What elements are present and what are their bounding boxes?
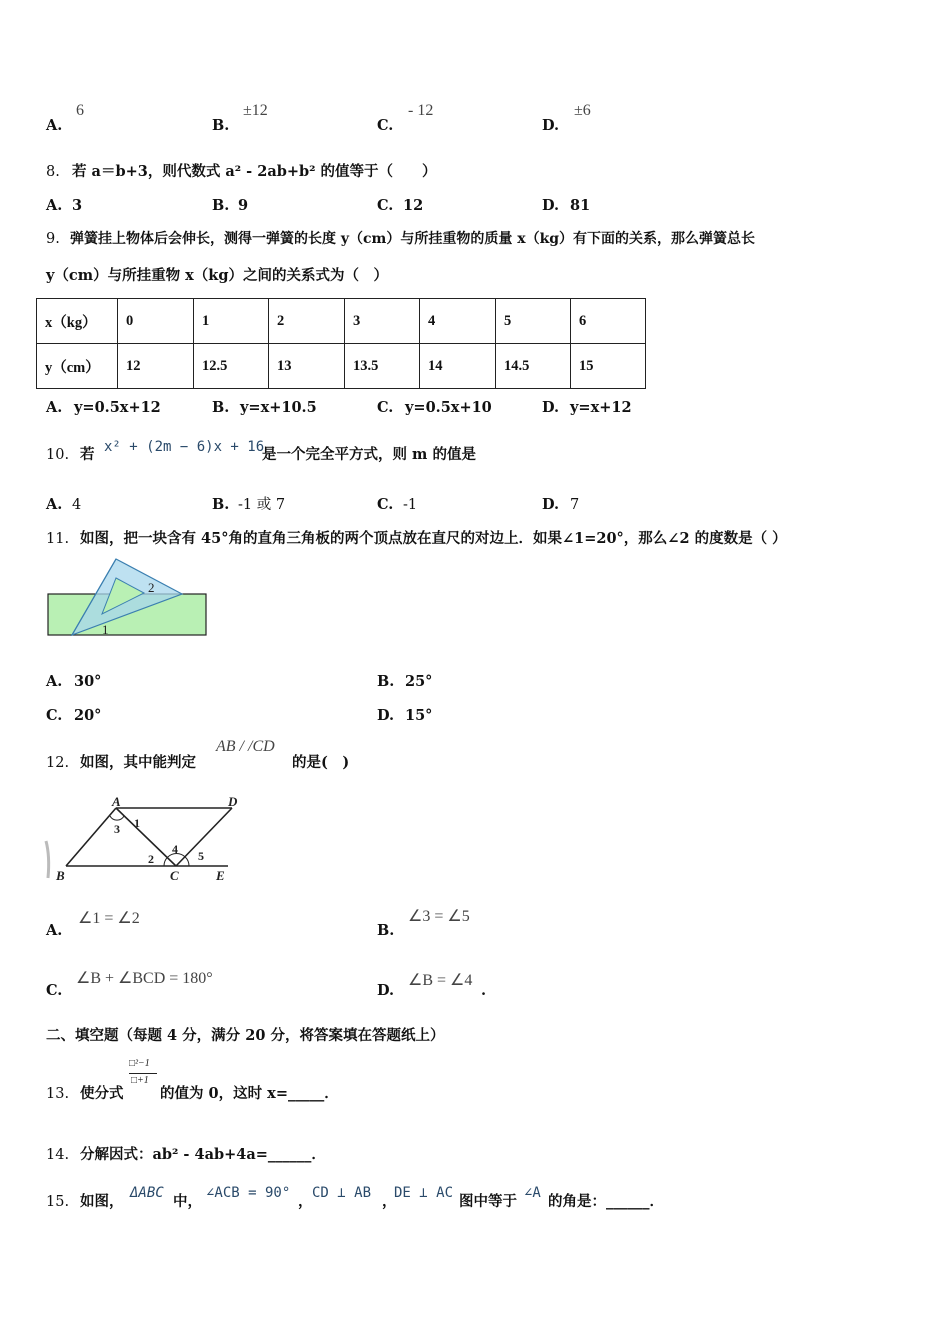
q15-prefix: 如图，: [80, 1193, 124, 1210]
q12-prefix: 如图，其中能判定: [80, 754, 196, 771]
table-cell: 15: [571, 344, 646, 389]
q8-option-c-value: 12: [403, 197, 424, 214]
q8-text: 若 a＝b+3，则代数式 a² - 2ab+b² 的值等于（ ）: [72, 163, 437, 180]
table-cell: 14.5: [496, 344, 571, 389]
q12-suffix: 的是( ): [292, 754, 350, 771]
q15-angle-a: ∠A: [524, 1185, 541, 1201]
q7-option-d-label: D.: [542, 117, 560, 134]
q12-number: 12.: [46, 755, 70, 771]
table-cell: 2: [269, 299, 345, 344]
q8-option-b-label: B.: [212, 197, 230, 214]
angle-2-label: 2: [148, 852, 154, 866]
table-row: [37, 299, 646, 344]
q9-line1: 弹簧挂上物体后会伸长，测得一弹簧的长度 y（cm）与所挂重物的质量 x（kg）有下面的关系，那么弹簧总长: [70, 231, 756, 247]
angle-5-label: 5: [198, 849, 204, 863]
q7-option-c-label: C.: [377, 117, 394, 134]
table-cell: x（kg）: [37, 299, 118, 344]
q8-number: 8.: [46, 164, 60, 180]
angle-3-label: 3: [114, 822, 120, 836]
q9-option-d-label: D.: [542, 399, 560, 416]
angle-4-label: 4: [172, 842, 178, 856]
q11-option-d-label: D.: [377, 707, 395, 724]
q11-option-d-value: 15°: [405, 707, 433, 724]
q9-option-b-value: y=x+10.5: [240, 399, 317, 416]
angle-2-label: 2: [148, 580, 155, 595]
table-cell: 12.5: [194, 344, 269, 389]
q8-option-a-label: A.: [46, 197, 63, 214]
table-cell: 13: [269, 344, 345, 389]
q10-option-d-value: 7: [570, 497, 580, 513]
table-cell: 14: [420, 344, 496, 389]
q9-option-a-label: A.: [46, 399, 63, 416]
q12-option-c-label: C.: [46, 982, 63, 999]
q12-option-a-value: ∠1 = ∠2: [78, 910, 140, 927]
q8-option-b-value: 9: [238, 197, 249, 214]
point-a-label: A: [112, 796, 121, 809]
point-c-label: C: [170, 868, 179, 883]
q7-option-a-label: A.: [46, 117, 63, 134]
q13-numerator: □²−1: [129, 1058, 150, 1069]
table-cell: 13.5: [345, 344, 420, 389]
q10-prefix: 若: [80, 446, 95, 463]
table-row: [37, 344, 646, 389]
table-cell: 6: [571, 299, 646, 344]
q13-number: 13.: [46, 1086, 70, 1102]
q15-text-2: ，: [298, 1193, 313, 1210]
angle-arc-a: [110, 816, 124, 820]
table-cell: 3: [345, 299, 420, 344]
q15-text-3: ，: [382, 1193, 397, 1210]
q11-option-c-value: 20°: [74, 707, 102, 724]
q13-denominator: □+1: [131, 1075, 149, 1086]
q10-option-a-label: A.: [46, 496, 63, 513]
q9-table: [36, 298, 646, 389]
point-d-label: D: [228, 796, 238, 809]
q9-option-a-value: y=0.5x+12: [74, 399, 161, 416]
q10-suffix: 是一个完全平方式，则 m 的值是: [262, 446, 476, 463]
angle-1-label: 1: [102, 622, 109, 637]
q7-option-d-value: ±6: [574, 102, 591, 119]
q12-option-b-label: B.: [377, 922, 395, 939]
q14-number: 14.: [46, 1147, 70, 1163]
point-b-label: B: [56, 868, 65, 883]
table-cell: 0: [118, 299, 194, 344]
q9-option-d-value: y=x+12: [570, 399, 632, 416]
q8-option-d-label: D.: [542, 197, 560, 214]
q9-option-c-label: C.: [377, 399, 394, 416]
line-ab: [66, 808, 116, 866]
fraction-bar: [129, 1073, 157, 1074]
q13-prefix: 使分式: [80, 1085, 124, 1102]
q7-option-b-value: ±12: [243, 102, 268, 119]
q12-option-b-value: ∠3 = ∠5: [408, 908, 470, 925]
scan-smudge-decoration: [46, 841, 49, 878]
q11-number: 11.: [46, 531, 70, 547]
q11-option-c-label: C.: [46, 707, 63, 724]
q8-option-d-value: 81: [570, 197, 591, 214]
q15-triangle: ΔABC: [130, 1185, 164, 1201]
table-cell: 1: [194, 299, 269, 344]
q11-figure: [44, 556, 214, 642]
q8-option-c-label: C.: [377, 197, 394, 214]
q10-option-b-value: -1 或 7: [238, 497, 286, 513]
q15-text-4: 图中等于: [459, 1193, 517, 1210]
q11-option-a-label: A.: [46, 673, 63, 690]
q12-option-a-label: A.: [46, 922, 63, 939]
line-cd: [176, 808, 232, 866]
q15-de-perp: DE ⊥ AC: [394, 1185, 454, 1201]
section-2-title: 二、填空题（每题 4 分，满分 20 分，将答案填在答题纸上）: [46, 1027, 445, 1044]
table-cell: 12: [118, 344, 194, 389]
angle-1-label: 1: [134, 816, 140, 830]
q9-option-b-label: B.: [212, 399, 230, 416]
q10-option-b-label: B.: [212, 496, 230, 513]
q12-option-d-label: D.: [377, 982, 395, 999]
q10-number: 10.: [46, 447, 70, 463]
q15-angle-acb: ∠ACB = 90°: [206, 1185, 291, 1201]
q12-figure: [44, 796, 244, 886]
q11-option-b-value: 25°: [405, 673, 433, 690]
q10-option-a-value: 4: [72, 497, 82, 513]
point-e-label: E: [216, 868, 225, 883]
q9-option-c-value: y=0.5x+10: [405, 399, 492, 416]
q7-option-a-value: 6: [76, 102, 84, 119]
q7-option-c-value: - 12: [408, 102, 434, 119]
q12-option-d-suffix: .: [481, 982, 487, 999]
table-cell: 5: [496, 299, 571, 344]
q11-text: 如图，把一块含有 45°角的直角三角板的两个顶点放在直尺的对边上．如果∠1=20°，那么∠2 的度数是（ ）: [80, 530, 787, 547]
q12-option-c-value: ∠B + ∠BCD = 180°: [76, 970, 213, 987]
q15-cd-perp: CD ⊥ AB: [312, 1185, 372, 1201]
q10-formula: x² + (2m − 6)x + 16: [104, 439, 265, 455]
q13-suffix: 的值为 0，这时 x=_____．: [160, 1085, 339, 1102]
q10-option-c-label: C.: [377, 496, 394, 513]
table-cell: y（cm）: [37, 344, 118, 389]
q15-text-5: 的角是：______．: [548, 1193, 664, 1210]
q9-number: 9.: [46, 231, 60, 247]
q10-option-d-label: D.: [542, 496, 560, 513]
q12-formula: AB / /CD: [216, 738, 275, 755]
q15-number: 15.: [46, 1194, 70, 1210]
q15-text-1: 中，: [173, 1193, 202, 1210]
q9-line2: y（cm）与所挂重物 x（kg）之间的关系式为（ ）: [46, 267, 388, 284]
q11-option-b-label: B.: [377, 673, 395, 690]
q12-option-d-value: ∠B = ∠4: [408, 972, 473, 989]
q14-text: 分解因式：ab² - 4ab+4a=______．: [80, 1146, 326, 1163]
q7-option-b-label: B.: [212, 117, 230, 134]
q8-option-a-value: 3: [72, 197, 83, 214]
table-cell: 4: [420, 299, 496, 344]
q10-option-c-value: -1: [403, 497, 418, 513]
q11-option-a-value: 30°: [74, 673, 102, 690]
